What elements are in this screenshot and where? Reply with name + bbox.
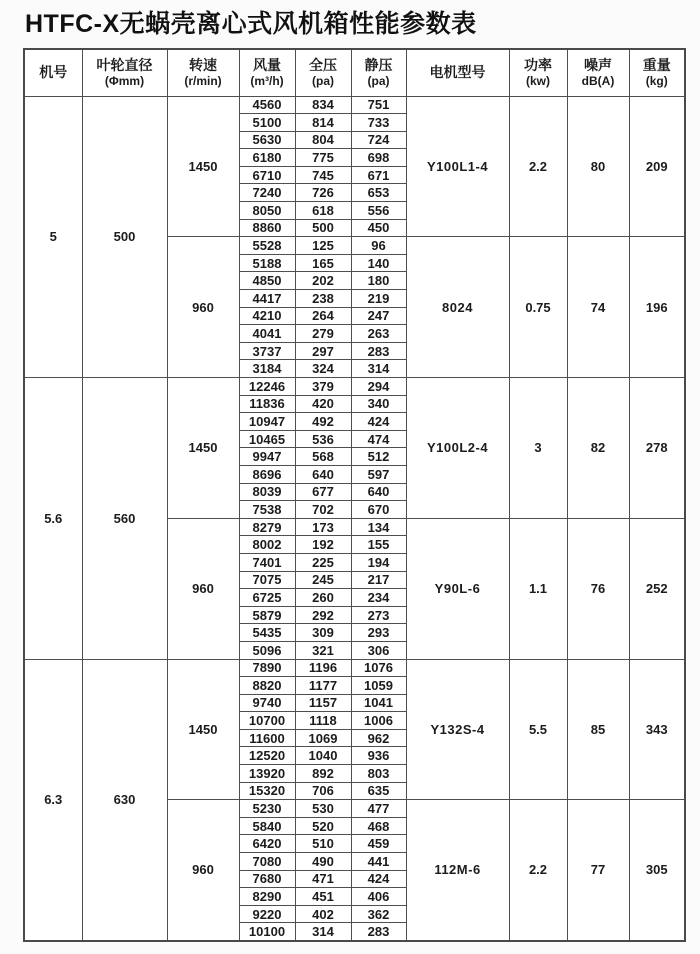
header-static-pressure	[351, 49, 406, 96]
header-unit: (kg)	[645, 73, 668, 88]
cell-airflow: 7538	[239, 501, 295, 519]
cell-static-pressure: 194	[351, 553, 406, 571]
cell-airflow: 10700	[239, 712, 295, 730]
cell-airflow: 4560	[239, 96, 295, 114]
cell-total-pressure: 640	[295, 465, 351, 483]
cell-airflow: 4850	[239, 272, 295, 290]
table-header	[24, 49, 685, 96]
cell-static-pressure: 1041	[351, 694, 406, 712]
header-speed	[167, 49, 239, 96]
cell-static-pressure: 670	[351, 501, 406, 519]
cell-total-pressure: 834	[295, 96, 351, 114]
header-power	[509, 49, 567, 96]
header-unit: (pa)	[367, 73, 390, 88]
cell-motor-model: Y132S-4	[406, 659, 509, 800]
cell-airflow: 4210	[239, 307, 295, 325]
cell-total-pressure: 245	[295, 571, 351, 589]
cell-static-pressure: 293	[351, 624, 406, 642]
cell-airflow: 8696	[239, 465, 295, 483]
cell-airflow: 7240	[239, 184, 295, 202]
cell-airflow: 3184	[239, 360, 295, 378]
cell-static-pressure: 635	[351, 782, 406, 800]
cell-airflow: 7075	[239, 571, 295, 589]
cell-total-pressure: 804	[295, 131, 351, 149]
cell-total-pressure: 568	[295, 448, 351, 466]
cell-total-pressure: 264	[295, 307, 351, 325]
header-unit: (r/min)	[184, 73, 222, 88]
table-row	[24, 96, 685, 114]
cell-weight: 209	[629, 96, 685, 237]
cell-total-pressure: 125	[295, 237, 351, 255]
cell-static-pressure: 247	[351, 307, 406, 325]
cell-total-pressure: 321	[295, 641, 351, 659]
cell-total-pressure: 279	[295, 325, 351, 343]
cell-airflow: 6710	[239, 166, 295, 184]
cell-total-pressure: 814	[295, 114, 351, 132]
cell-airflow: 5630	[239, 131, 295, 149]
cell-total-pressure: 379	[295, 378, 351, 396]
cell-static-pressure: 1076	[351, 659, 406, 677]
cell-static-pressure: 294	[351, 378, 406, 396]
cell-machine-no: 5	[24, 96, 82, 378]
cell-airflow: 5100	[239, 114, 295, 132]
cell-static-pressure: 283	[351, 342, 406, 360]
cell-airflow: 10947	[239, 413, 295, 431]
cell-airflow: 7890	[239, 659, 295, 677]
cell-airflow: 10100	[239, 923, 295, 941]
cell-total-pressure: 1196	[295, 659, 351, 677]
header-label: 静压	[364, 57, 393, 74]
cell-total-pressure: 314	[295, 923, 351, 941]
header-label: 机号	[39, 64, 68, 80]
header-unit: dB(A)	[581, 73, 615, 88]
cell-power: 0.75	[509, 237, 567, 378]
header-label: 功率	[524, 57, 552, 74]
cell-static-pressure: 424	[351, 413, 406, 431]
cell-airflow: 4041	[239, 325, 295, 343]
cell-impeller-diameter: 630	[82, 659, 167, 941]
cell-total-pressure: 225	[295, 553, 351, 571]
cell-total-pressure: 677	[295, 483, 351, 501]
cell-total-pressure: 726	[295, 184, 351, 202]
cell-total-pressure: 500	[295, 219, 351, 237]
header-machine-no	[24, 49, 82, 96]
cell-noise: 74	[567, 237, 629, 378]
header-airflow	[239, 49, 295, 96]
cell-static-pressure: 96	[351, 237, 406, 255]
table-row	[24, 659, 685, 677]
cell-weight: 196	[629, 237, 685, 378]
header-label: 风量	[253, 57, 281, 74]
cell-total-pressure: 706	[295, 782, 351, 800]
cell-noise: 80	[567, 96, 629, 237]
cell-static-pressure: 362	[351, 905, 406, 923]
cell-static-pressure: 283	[351, 923, 406, 941]
cell-speed: 960	[167, 800, 239, 941]
cell-total-pressure: 892	[295, 765, 351, 783]
cell-noise: 82	[567, 378, 629, 519]
cell-motor-model: Y100L1-4	[406, 96, 509, 237]
cell-static-pressure: 219	[351, 290, 406, 308]
cell-airflow: 9947	[239, 448, 295, 466]
header-total-pressure	[295, 49, 351, 96]
cell-power: 5.5	[509, 659, 567, 800]
cell-airflow: 11836	[239, 395, 295, 413]
cell-total-pressure: 1040	[295, 747, 351, 765]
cell-static-pressure: 671	[351, 166, 406, 184]
cell-static-pressure: 1006	[351, 712, 406, 730]
cell-total-pressure: 510	[295, 835, 351, 853]
cell-total-pressure: 745	[295, 166, 351, 184]
cell-total-pressure: 402	[295, 905, 351, 923]
cell-total-pressure: 1157	[295, 694, 351, 712]
header-motor-model	[406, 49, 509, 96]
cell-static-pressure: 474	[351, 430, 406, 448]
cell-power: 3	[509, 378, 567, 519]
cell-airflow: 5188	[239, 254, 295, 272]
cell-speed: 960	[167, 518, 239, 659]
cell-static-pressure: 962	[351, 729, 406, 747]
cell-static-pressure: 459	[351, 835, 406, 853]
cell-total-pressure: 490	[295, 853, 351, 871]
header-label: 重量	[642, 57, 671, 74]
cell-static-pressure: 441	[351, 853, 406, 871]
cell-static-pressure: 512	[351, 448, 406, 466]
cell-airflow: 11600	[239, 729, 295, 747]
header-row	[24, 49, 685, 96]
cell-total-pressure: 173	[295, 518, 351, 536]
cell-static-pressure: 653	[351, 184, 406, 202]
cell-weight: 305	[629, 800, 685, 941]
cell-total-pressure: 202	[295, 272, 351, 290]
cell-static-pressure: 468	[351, 817, 406, 835]
cell-airflow: 8279	[239, 518, 295, 536]
cell-motor-model: Y90L-6	[406, 518, 509, 659]
cell-airflow: 15320	[239, 782, 295, 800]
cell-static-pressure: 155	[351, 536, 406, 554]
cell-impeller-diameter: 500	[82, 96, 167, 378]
cell-airflow: 9220	[239, 905, 295, 923]
page-title: HTFC-X无蜗壳离心式风机箱性能参数表	[25, 10, 477, 38]
cell-static-pressure: 733	[351, 114, 406, 132]
cell-motor-model: Y100L2-4	[406, 378, 509, 519]
header-unit: (pa)	[312, 73, 334, 88]
cell-noise: 77	[567, 800, 629, 941]
cell-static-pressure: 556	[351, 202, 406, 220]
cell-power: 1.1	[509, 518, 567, 659]
cell-noise: 85	[567, 659, 629, 800]
cell-airflow: 6420	[239, 835, 295, 853]
cell-static-pressure: 180	[351, 272, 406, 290]
cell-airflow: 12520	[239, 747, 295, 765]
table-row	[24, 378, 685, 396]
cell-static-pressure: 477	[351, 800, 406, 818]
cell-total-pressure: 260	[295, 589, 351, 607]
cell-total-pressure: 420	[295, 395, 351, 413]
cell-total-pressure: 192	[295, 536, 351, 554]
cell-total-pressure: 1118	[295, 712, 351, 730]
cell-airflow: 8050	[239, 202, 295, 220]
cell-total-pressure: 309	[295, 624, 351, 642]
cell-total-pressure: 292	[295, 606, 351, 624]
cell-noise: 76	[567, 518, 629, 659]
cell-total-pressure: 297	[295, 342, 351, 360]
cell-total-pressure: 451	[295, 888, 351, 906]
cell-airflow: 12246	[239, 378, 295, 396]
cell-static-pressure: 724	[351, 131, 406, 149]
cell-static-pressure: 306	[351, 641, 406, 659]
cell-total-pressure: 520	[295, 817, 351, 835]
cell-machine-no: 5.6	[24, 378, 82, 660]
cell-power: 2.2	[509, 96, 567, 237]
cell-weight: 252	[629, 518, 685, 659]
cell-static-pressure: 314	[351, 360, 406, 378]
cell-airflow: 3737	[239, 342, 295, 360]
cell-impeller-diameter: 560	[82, 378, 167, 660]
cell-total-pressure: 775	[295, 149, 351, 167]
cell-airflow: 8290	[239, 888, 295, 906]
cell-total-pressure: 471	[295, 870, 351, 888]
cell-speed: 960	[167, 237, 239, 378]
cell-speed: 1450	[167, 659, 239, 800]
cell-static-pressure: 640	[351, 483, 406, 501]
header-label: 转速	[189, 57, 217, 74]
performance-table	[23, 48, 686, 942]
cell-airflow: 6180	[239, 149, 295, 167]
cell-motor-model: 112M-6	[406, 800, 509, 941]
cell-total-pressure: 536	[295, 430, 351, 448]
header-label: 叶轮直径	[96, 57, 153, 74]
cell-airflow: 13920	[239, 765, 295, 783]
cell-static-pressure: 751	[351, 96, 406, 114]
header-label: 噪声	[584, 57, 612, 74]
cell-airflow: 8820	[239, 677, 295, 695]
cell-total-pressure: 324	[295, 360, 351, 378]
cell-static-pressure: 140	[351, 254, 406, 272]
header-impeller-diameter	[82, 49, 167, 96]
cell-total-pressure: 530	[295, 800, 351, 818]
cell-static-pressure: 217	[351, 571, 406, 589]
cell-airflow: 4417	[239, 290, 295, 308]
cell-static-pressure: 597	[351, 465, 406, 483]
cell-static-pressure: 450	[351, 219, 406, 237]
cell-total-pressure: 1177	[295, 677, 351, 695]
cell-airflow: 7401	[239, 553, 295, 571]
header-unit: (Φmm)	[104, 73, 145, 88]
cell-static-pressure: 698	[351, 149, 406, 167]
cell-total-pressure: 165	[295, 254, 351, 272]
cell-static-pressure: 1059	[351, 677, 406, 695]
header-noise	[567, 49, 629, 96]
cell-motor-model: 8024	[406, 237, 509, 378]
cell-total-pressure: 702	[295, 501, 351, 519]
cell-total-pressure: 1069	[295, 729, 351, 747]
header-label: 电机型号	[429, 64, 486, 80]
table-body	[24, 96, 685, 941]
header-weight	[629, 49, 685, 96]
cell-airflow: 9740	[239, 694, 295, 712]
cell-airflow: 5840	[239, 817, 295, 835]
cell-airflow: 7080	[239, 853, 295, 871]
cell-static-pressure: 406	[351, 888, 406, 906]
cell-static-pressure: 134	[351, 518, 406, 536]
cell-airflow: 7680	[239, 870, 295, 888]
cell-airflow: 5528	[239, 237, 295, 255]
cell-weight: 343	[629, 659, 685, 800]
cell-airflow: 8002	[239, 536, 295, 554]
cell-static-pressure: 424	[351, 870, 406, 888]
cell-total-pressure: 618	[295, 202, 351, 220]
cell-airflow: 5879	[239, 606, 295, 624]
header-label: 全压	[309, 57, 337, 74]
cell-static-pressure: 263	[351, 325, 406, 343]
cell-speed: 1450	[167, 378, 239, 519]
cell-static-pressure: 936	[351, 747, 406, 765]
cell-airflow: 5435	[239, 624, 295, 642]
cell-total-pressure: 238	[295, 290, 351, 308]
cell-airflow: 8860	[239, 219, 295, 237]
cell-airflow: 6725	[239, 589, 295, 607]
cell-weight: 278	[629, 378, 685, 519]
cell-static-pressure: 234	[351, 589, 406, 607]
cell-static-pressure: 803	[351, 765, 406, 783]
cell-machine-no: 6.3	[24, 659, 82, 941]
cell-static-pressure: 273	[351, 606, 406, 624]
cell-airflow: 8039	[239, 483, 295, 501]
header-unit: (kw)	[526, 73, 550, 88]
cell-static-pressure: 340	[351, 395, 406, 413]
cell-airflow: 10465	[239, 430, 295, 448]
cell-speed: 1450	[167, 96, 239, 237]
cell-power: 2.2	[509, 800, 567, 941]
header-unit: (m³/h)	[250, 73, 284, 88]
cell-total-pressure: 492	[295, 413, 351, 431]
cell-airflow: 5096	[239, 641, 295, 659]
cell-airflow: 5230	[239, 800, 295, 818]
